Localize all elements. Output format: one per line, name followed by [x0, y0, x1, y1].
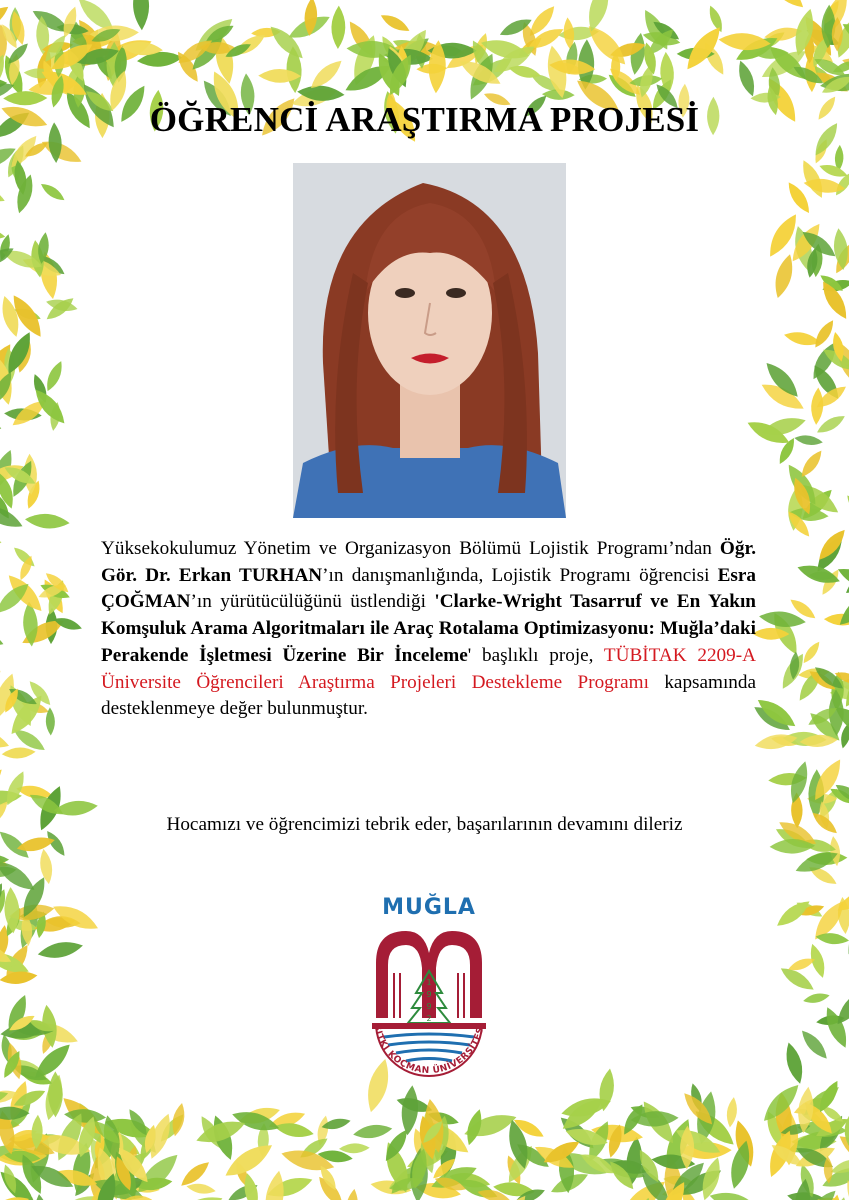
support-program: TÜBİTAK 2209-A Üniversite Öğrencileri Araştırma Projeleri Destekleme Programı: [101, 644, 756, 693]
body-title-suffix: ' başlıklı proje,: [467, 644, 604, 666]
body-advisor-suffix: ’ın danışmanlığında, Lojistik Programı öğrencisi: [322, 564, 718, 586]
svg-text:2: 2: [426, 1014, 432, 1023]
congratulation-message: Hocamızı ve öğrencimizi tebrik eder, başarılarının devamını dileriz: [166, 814, 683, 835]
body-closing-clause: kapsamında desteklenmeye değer bulunmuştur.: [101, 671, 756, 720]
svg-text:9: 9: [426, 990, 432, 999]
student-photo: [293, 163, 566, 518]
page-title: ÖĞRENCİ ARAŞTIRMA PROJESİ: [149, 100, 700, 139]
university-logo: [364, 895, 494, 1100]
logo-emblem-icon: [364, 923, 494, 1103]
advisor-name: Öğr. Gör. Dr. Erkan TURHAN: [101, 538, 756, 586]
svg-text:9: 9: [426, 1002, 432, 1011]
logo-wordmark: MUĞLA: [382, 895, 476, 920]
svg-text:SITKI KOÇMAN ÜNİVERSİTESİ: SITKI KOÇMAN ÜNİVERSİTESİ: [371, 1022, 487, 1077]
svg-text:1: 1: [426, 978, 432, 987]
project-title: 'Clarke-Wright Tasarruf ve En Yakın Komşuluk Arama Algoritmaları ile Araç Rotalama Optimizasyonu: Muğla’daki Perakende İşletmesi Üzerine Bir İnceleme: [101, 591, 756, 666]
body-student-suffix: ’ın yürütücülüğünü üstlendiği: [190, 591, 435, 613]
student-name: Esra ÇOĞMAN: [101, 564, 756, 613]
announcement-paragraph: [101, 536, 756, 723]
body-intro: Yüksekokulumuz Yönetim ve Organizasyon Bölümü Lojistik Programı’ndan: [101, 538, 720, 559]
